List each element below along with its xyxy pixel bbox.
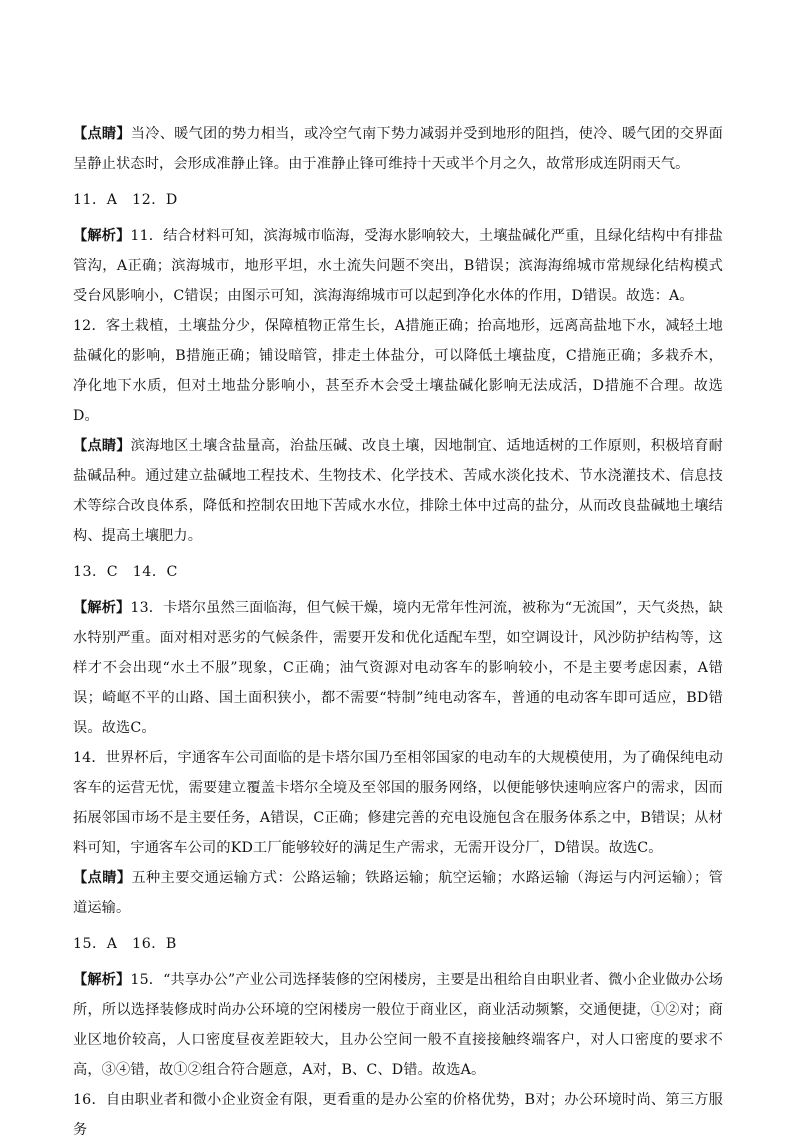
tip-paragraph-2 [73,431,723,551]
paragraph-text: 12．客土栽植，土壤盐分少，保障植物正常生长，A措施正确；抬高地形，远离高盐地下水，减轻土地盐碱化的影响，B措施正确；铺设暗管，排走土体盐分，可以降低土壤盐度，C措施正确；多栽乔木，净化地下水质，但对土地盐分影响小，甚至乔木会受土壤盐碱化影响无法成活，D措施不合理。故选D。 [73,318,723,424]
answer-line-13-14: 13．C 14．C [73,564,178,580]
answer-line-15-16: 15．A 16．B [73,936,177,952]
analysis-label: 【解析】 [73,972,131,988]
paragraph-text: 15．“共享办公”产业公司选择装修的空闲楼房，主要是出租给自由职业者、微小企业做办公场所，所以选择装修成时尚办公环境的空闲楼房一般位于商业区，商业活动频繁，交通便捷，①②对；商业区地价较高，人口密度昼夜差距较大，且办公空间一般不直接接触终端客户，对人口密度的要求不高，③④错，故①②组合符合题意，A对，B、C、D错。故选A。 [73,972,723,1078]
analysis-paragraph-13 [73,593,723,743]
analysis-label: 【解析】 [73,228,131,244]
paragraph-text: 14．世界杯后，宇通客车公司面临的是卡塔尔国乃至相邻国家的电动车的大规模使用，为了确保纯电动客车的运营无忧，需要建立覆盖卡塔尔全境及至邻国的服务网络，以便能够快速响应客户的需求，因而拓展邻国市场不是主要任务，A错误，C正确；修建完善的充电设施包含在服务体系之中，B错误；从材料可知，宇通客车公司的KD工厂能够较好的满足生产需求，无需开设分厂，D错误。故选C。 [73,750,723,856]
tip-paragraph-1 [73,119,723,179]
tip-paragraph-3 [73,863,723,923]
analysis-paragraph-14 [73,743,723,863]
tip-label: 【点睛】 [73,870,132,886]
paragraph-text: 五种主要交通运输方式：公路运输；铁路运输；航空运输；水路运输（海运与内河运输）；管道运输。 [73,870,723,916]
paragraph-text: 13．卡塔尔虽然三面临海，但气候干燥，境内无常年性河流，被称为“无流国”，天气炎热，缺水特别严重。面对相对恶劣的气候条件，需要开发和优化适配车型，如空调设计，风沙防护结构等，这样才不会出现“水土不服”现象，C正确；油气资源对电动客车的影响较小，不是主要考虑因素，A错误；崎岖不平的山路、国土面积狭小，都不需要“特制”纯电动客车，普通的电动客车即可适应，BD错误。故选C。 [73,600,723,736]
answer-line-11-12: 11．A 12．D [73,192,178,208]
analysis-label: 【解析】 [73,600,131,616]
analysis-paragraph-16 [73,1085,723,1145]
analysis-paragraph-15 [73,965,723,1085]
tip-label: 【点睛】 [73,126,131,142]
tip-label: 【点睛】 [73,438,131,454]
paragraph-text: 16．自由职业者和微小企业资金有限，更看重的是办公室的价格优势，B对；办公环境时尚、第三方服务 [73,1092,723,1138]
paragraph-text: 滨海地区土壤含盐量高，治盐压碱、改良土壤，因地制宜、适地适树的工作原则，积极培育耐盐碱品种。通过建立盐碱地工程技术、生物技术、化学技术、苦咸水淡化技术、节水浇灌技术、信息技术等综合改良体系，降低和控制农田地下苦咸水水位，排除土体中过高的盐分，从而改良盐碱地土壤结构、提高土壤肥力。 [73,438,723,544]
paragraph-text: 11．结合材料可知，滨海城市临海，受海水影响较大，土壤盐碱化严重，且绿化结构中有排盐管沟，A正确；滨海城市，地形平坦，水土流失问题不突出，B错误；滨海海绵城市常规绿化结构模式受台风影响小，C错误；由图示可知，滨海海绵城市可以起到净化水体的作用，D错误。故选：A。 [73,228,723,304]
analysis-paragraph-12 [73,311,723,431]
document-body [73,119,723,1145]
paragraph-text: 当冷、暖气团的势力相当，或冷空气南下势力减弱并受到地形的阻挡，使冷、暖气团的交界面呈静止状态时，会形成准静止锋。由于准静止锋可维持十天或半个月之久，故常形成连阴雨天气。 [73,126,723,172]
analysis-paragraph-11 [73,221,723,311]
